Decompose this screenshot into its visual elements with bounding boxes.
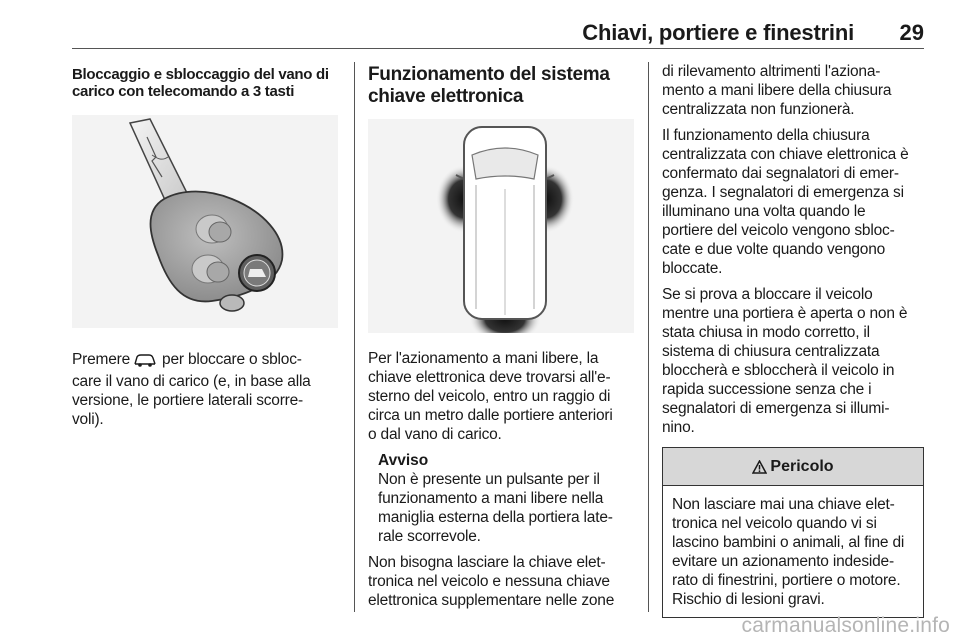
remote-paragraph: Premere per bloccare o sbloc- care il vano di carico (e, in base alla versione, le portiere laterali scorre- voli). xyxy=(72,351,311,428)
danger-title: Pericolo xyxy=(770,457,834,475)
remote-key-illustration xyxy=(72,115,338,328)
detection-zone-paragraph: di rilevamento altrimenti l'aziona- mento a mani libere della chiusura centralizzata non funzionerà. xyxy=(662,63,892,118)
notice-text: Non è presente un pulsante per il funzionamento a mani libere nella maniglia esterna della portiera late- rale scorrevole. xyxy=(378,471,613,545)
section-heading-electronic-key: Funzionamento del sistema chiave elettronica xyxy=(368,64,610,107)
warning-triangle-icon xyxy=(752,460,767,474)
danger-body xyxy=(663,486,923,617)
danger-header xyxy=(663,448,923,486)
remote-key-icon xyxy=(72,115,338,328)
notice-title: Avviso xyxy=(378,452,429,469)
key-storage-paragraph: Non bisogna lasciare la chiave elet- tronica nel veicolo e nessuna chiave elettronica supplementare nelle zone xyxy=(368,554,615,609)
notice-block xyxy=(378,451,634,546)
page-number: 29 xyxy=(899,20,924,45)
column-1 xyxy=(72,62,344,436)
door-open-paragraph: Se si prova a bloccare il veicolo mentre una portiera è aperta o non è stata chiusa in modo corretto, il sistema di chiusura centralizzata bloccherà e sbloccherà il veicolo in rapida successione senza che i segnalatori di emergenza si illumi- nino. xyxy=(662,286,908,436)
danger-text: Non lasciare mai una chiave elet- tronica nel veicolo quando vi si lascino bambini o animali, al fine di evitare un azionamento indeside- rato di finestrini, portiere o motore. Rischio di lesioni gravi. xyxy=(672,496,905,608)
column-divider xyxy=(354,62,355,612)
chapter-title: Chiavi, portiere e finestrini xyxy=(582,20,854,45)
handsfree-paragraph: Per l'azionamento a mani libere, la chiave elettronica deve trovarsi all'e- sterno del veicolo, entro un raggio di circa un metro dalle portiere anteriori o dal vano di carico. xyxy=(368,350,613,443)
van-top-view-icon xyxy=(368,119,634,333)
column-2 xyxy=(368,62,634,617)
vehicle-detection-zone-illustration xyxy=(368,119,634,333)
section-heading-remote: Bloccaggio e sbloccaggio del vano di carico con telecomando a 3 tasti xyxy=(72,66,329,100)
danger-box xyxy=(662,447,924,618)
column-divider xyxy=(648,62,649,612)
hazard-lights-paragraph: Il funzionamento della chiusura centralizzata con chiave elettronica è confermato dai segnalatori di emer- genza. I segnalatori di emergenza si illuminano una volta quando le portiere del veicolo vengono sbloc- cate e due volte quando vengono bloccate. xyxy=(662,127,909,277)
watermark: carmanualsonline.info xyxy=(741,614,950,637)
page-header xyxy=(72,0,924,49)
van-lock-icon xyxy=(134,353,156,372)
column-3 xyxy=(662,62,924,618)
